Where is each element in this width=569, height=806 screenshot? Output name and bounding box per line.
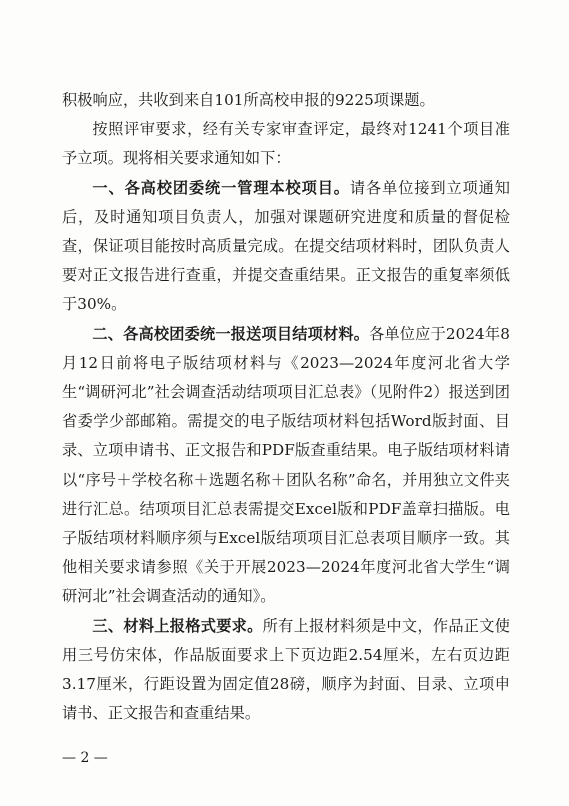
paragraph-2 xyxy=(62,115,510,173)
section-2 xyxy=(62,320,510,612)
section-1 xyxy=(62,174,510,320)
document-body xyxy=(62,86,510,728)
page-number: — 2 — xyxy=(62,750,108,766)
section-2-heading: 二、各高校团委统一报送项目结项材料。 xyxy=(92,324,370,343)
section-3-heading: 三、材料上报格式要求。 xyxy=(92,616,263,635)
section-1-text: 请各单位接到立项通知后，及时通知项目负责人，加强对课题研究进度和质量的督促检查，保证项目能按时高质量完成。在提交结项材料时，团队负责人要对正文报告进行查重，并提交查重结果。正文报告的重复率须低于30%。 xyxy=(62,178,510,314)
paragraph-1 xyxy=(62,86,510,115)
section-1-heading: 一、各高校团委统一管理本校项目。 xyxy=(92,178,350,197)
section-3 xyxy=(62,612,510,729)
section-2-text: 各单位应于2024年8月12日前将电子版结项材料与《2023—2024年度河北省大学生“调研河北”社会调查活动结项项目汇总表》（见附件2）报送到团省委学少部邮箱。需提交的电子版结项材料包括Word版封面、目录、立项申请书、正文报告和PDF版查重结果。电子版结项材料请以“序号＋学校名称＋选题名称＋团队名称”命名，并用独立文件夹进行汇总。结项项目汇总表需提交Excel版和PDF盖章扫描版。电子版结项材料顺序须与Excel版结项项目汇总表项目顺序一致。其他相关要求请参照《关于开展2023—2024年度河北省大学生“调研河北”社会调查活动的通知》。 xyxy=(62,324,510,606)
section-3-text: 所有上报材料须是中文，作品正文使用三号仿宋体，作品版面要求上下页边距2.54厘米，左右页边距3.17厘米，行距设置为固定值28磅，顺序为封面、目录、立项申请书、正文报告和查重结果。 xyxy=(62,616,510,723)
paragraph-2-text: 按照评审要求，经有关专家审查评定，最终对1241个项目准予立项。现将相关要求通知如下： xyxy=(62,120,510,168)
paragraph-1-text: 积极响应，共收到来自101所高校申报的9225项课题。 xyxy=(62,91,435,109)
